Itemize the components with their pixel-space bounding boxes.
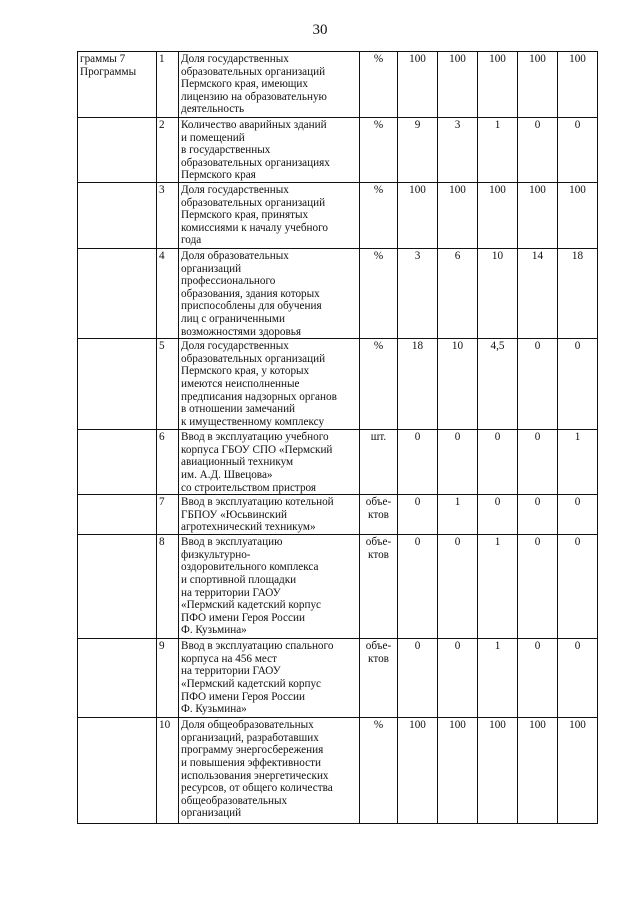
indicator-name: Доля государственных образовательных организаций Пермского края, принятых комиссиями к началу учебного года	[179, 183, 360, 249]
program-label-cell	[78, 118, 157, 183]
row-number: 3	[157, 183, 179, 249]
value-cell: 0	[518, 639, 558, 718]
indicator-name: Ввод в эксплуатацию спального корпуса на 456 мест на территории ГАОУ «Пермский кадетский корпус ПФО имени Героя России Ф. Кузьмина»	[179, 639, 360, 718]
value-cell: 3	[398, 249, 438, 339]
row-number: 5	[157, 339, 179, 430]
value-cell: 100	[398, 52, 438, 118]
value-cell: 100	[558, 183, 598, 249]
value-cell: 0	[398, 535, 438, 639]
value-cell: 0	[518, 339, 558, 430]
indicator-name: Доля государственных образовательных организаций Пермского края, имеющих лицензию на образовательную деятельность	[179, 52, 360, 118]
value-cell: 100	[518, 183, 558, 249]
page-number: 30	[312, 22, 328, 38]
value-cell: 0	[558, 339, 598, 430]
row-number: 8	[157, 535, 179, 639]
unit-cell: %	[360, 339, 398, 430]
value-cell: 9	[398, 118, 438, 183]
value-cell: 0	[558, 118, 598, 183]
value-cell: 0	[478, 430, 518, 495]
value-cell: 0	[518, 495, 558, 535]
program-label-cell	[78, 430, 157, 495]
indicator-name: Доля общеобразовательных организаций, разработавших программу энергосбережения и повышения эффективности использования энергетических ресурсов, от общего количества общеобразовательных организаций	[179, 718, 360, 824]
unit-cell: %	[360, 249, 398, 339]
indicator-table	[77, 51, 598, 824]
value-cell: 0	[558, 535, 598, 639]
row-number: 10	[157, 718, 179, 824]
indicator-name: Доля образовательных организаций профессионального образования, здания которых приспособлены для обучения лиц с ограниченными возможностями здоровья	[179, 249, 360, 339]
value-cell: 100	[558, 718, 598, 824]
table-row	[78, 639, 598, 718]
row-number: 4	[157, 249, 179, 339]
program-label-cell	[78, 249, 157, 339]
value-cell: 10	[438, 339, 478, 430]
value-cell: 100	[438, 718, 478, 824]
program-label-cell	[78, 495, 157, 535]
indicator-name: Ввод в эксплуатацию котельной ГБПОУ «Юсьвинский агротехнический техникум»	[179, 495, 360, 535]
value-cell: 100	[518, 718, 558, 824]
value-cell: 100	[398, 718, 438, 824]
table-row	[78, 52, 598, 118]
value-cell: 0	[438, 430, 478, 495]
value-cell: 100	[438, 183, 478, 249]
value-cell: 0	[398, 639, 438, 718]
table-row	[78, 430, 598, 495]
table-row	[78, 535, 598, 639]
value-cell: 0	[558, 495, 598, 535]
value-cell: 6	[438, 249, 478, 339]
value-cell: 0	[438, 535, 478, 639]
unit-cell: %	[360, 52, 398, 118]
table-row	[78, 495, 598, 535]
value-cell: 0	[518, 535, 558, 639]
unit-cell: объе- ктов	[360, 495, 398, 535]
value-cell: 14	[518, 249, 558, 339]
value-cell: 100	[558, 52, 598, 118]
value-cell: 100	[478, 183, 518, 249]
value-cell: 18	[558, 249, 598, 339]
value-cell: 0	[558, 639, 598, 718]
unit-cell: объе- ктов	[360, 639, 398, 718]
program-label-cell	[78, 535, 157, 639]
value-cell: 1	[438, 495, 478, 535]
row-number: 1	[157, 52, 179, 118]
program-label: граммы 7 Программы	[78, 52, 157, 118]
value-cell: 10	[478, 249, 518, 339]
value-cell: 18	[398, 339, 438, 430]
value-cell: 4,5	[478, 339, 518, 430]
program-label-cell	[78, 718, 157, 824]
unit-cell: объе- ктов	[360, 535, 398, 639]
value-cell: 100	[518, 52, 558, 118]
program-label-cell	[78, 183, 157, 249]
indicator-name: Ввод в эксплуатацию физкультурно- оздоровительного комплекса и спортивной площадки на территории ГАОУ «Пермский кадетский корпус ПФО имени Героя России Ф. Кузьмина»	[179, 535, 360, 639]
program-label-cell	[78, 639, 157, 718]
value-cell: 100	[438, 52, 478, 118]
value-cell: 0	[518, 118, 558, 183]
value-cell: 1	[558, 430, 598, 495]
value-cell: 0	[478, 495, 518, 535]
table-row	[78, 118, 598, 183]
table-row	[78, 339, 598, 430]
program-label-cell	[78, 339, 157, 430]
unit-cell: шт.	[360, 430, 398, 495]
value-cell: 100	[478, 718, 518, 824]
table-row	[78, 718, 598, 824]
value-cell: 0	[398, 430, 438, 495]
table-row	[78, 183, 598, 249]
value-cell: 0	[398, 495, 438, 535]
value-cell: 0	[518, 430, 558, 495]
indicator-name: Ввод в эксплуатацию учебного корпуса ГБОУ СПО «Пермский авиационный техникум им. А.Д. Швецова» со строительством пристроя	[179, 430, 360, 495]
unit-cell: %	[360, 183, 398, 249]
indicator-name: Доля государственных образовательных организаций Пермского края, у которых имеются неисполненные предписания надзорных органов в отношении замечаний к имущественному комплексу	[179, 339, 360, 430]
row-number: 2	[157, 118, 179, 183]
value-cell: 3	[438, 118, 478, 183]
value-cell: 100	[478, 52, 518, 118]
row-number: 7	[157, 495, 179, 535]
value-cell: 0	[438, 639, 478, 718]
indicator-name: Количество аварийных зданий и помещений в государственных образовательных организациях Пермского края	[179, 118, 360, 183]
value-cell: 1	[478, 639, 518, 718]
table-row	[78, 249, 598, 339]
value-cell: 100	[398, 183, 438, 249]
value-cell: 1	[478, 535, 518, 639]
row-number: 6	[157, 430, 179, 495]
unit-cell: %	[360, 718, 398, 824]
value-cell: 1	[478, 118, 518, 183]
row-number: 9	[157, 639, 179, 718]
unit-cell: %	[360, 118, 398, 183]
